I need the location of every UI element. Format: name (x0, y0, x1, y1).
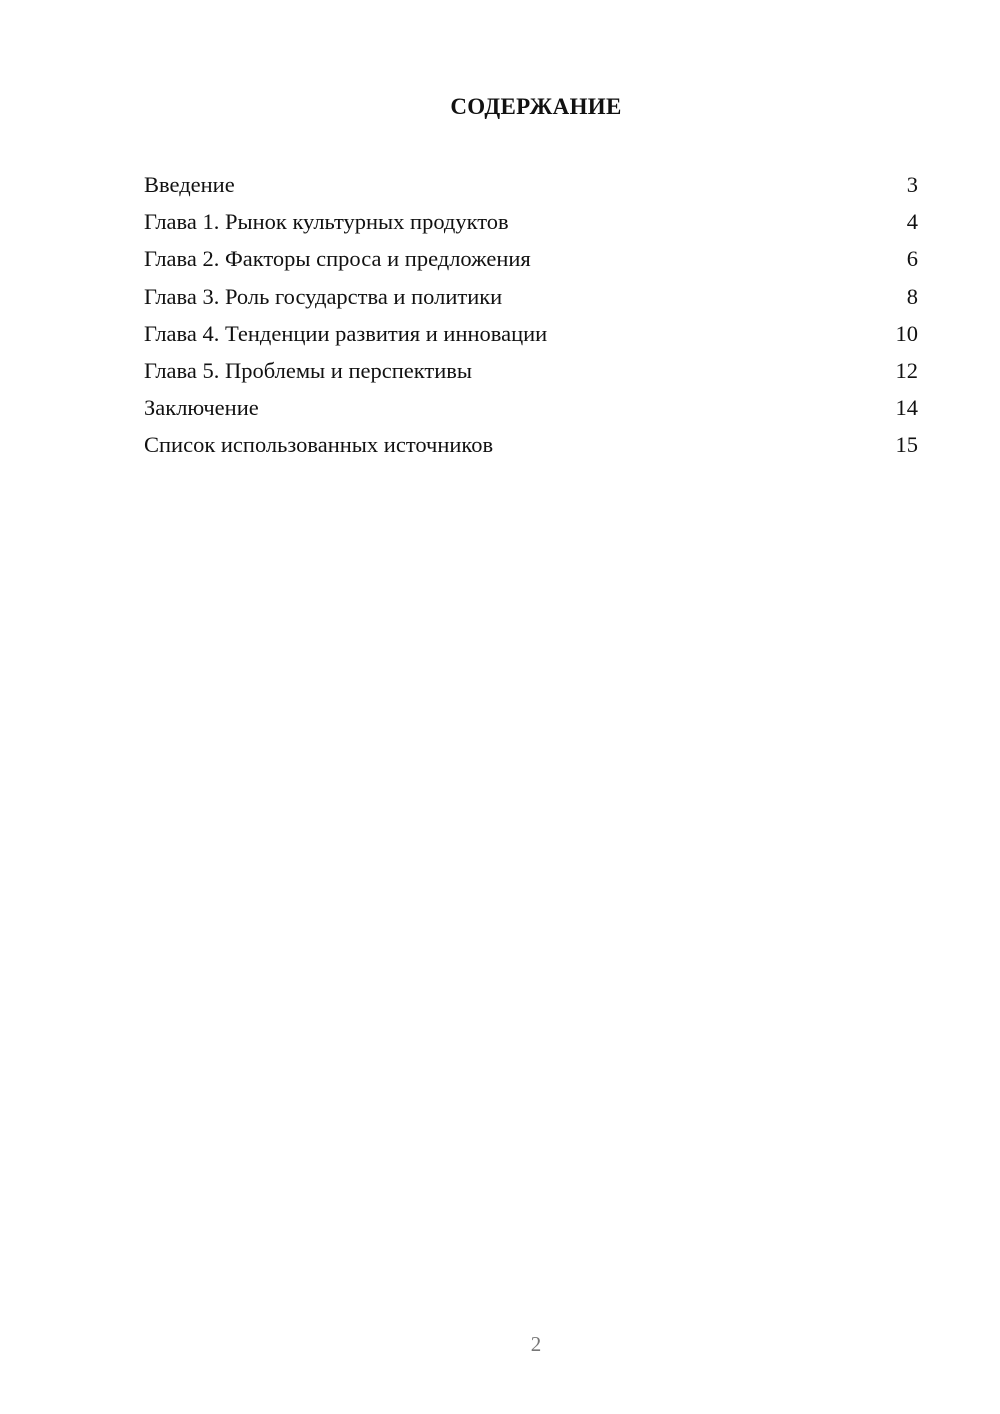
toc-entry-label: Введение (144, 172, 235, 197)
toc-entry-page: 10 (895, 320, 918, 346)
toc-entry-label: Глава 2. Факторы спроса и предложения (144, 246, 531, 272)
toc-entry-label: Глава 4. Тенденции развития и инновации (144, 320, 548, 346)
page-number: 2 (530, 1332, 542, 1356)
table-of-contents (144, 168, 918, 466)
toc-entry-page: 4 (906, 209, 918, 235)
toc-entry-label: Глава 3. Роль государства и политики (144, 283, 503, 309)
toc-entry-page: 6 (906, 246, 918, 272)
toc-entry-references (144, 428, 918, 465)
toc-entry-conclusion (144, 391, 918, 428)
toc-entry-chapter-2 (144, 242, 918, 279)
toc-entry-chapter-4 (144, 317, 918, 354)
toc-entry-page: 12 (895, 357, 918, 383)
toc-entry-page: 14 (895, 395, 918, 421)
toc-entry-page: 3 (906, 172, 918, 197)
toc-entry-chapter-1 (144, 205, 918, 242)
toc-entry-label: Заключение (144, 395, 259, 421)
toc-entry-chapter-3 (144, 280, 918, 317)
toc-entry-label: Глава 1. Рынок культурных продуктов (144, 209, 509, 235)
toc-entry-page: 15 (895, 432, 918, 458)
toc-entry-label: Глава 5. Проблемы и перспективы (144, 357, 473, 383)
toc-entry-introduction (144, 168, 918, 205)
page-title: СОДЕРЖАНИЕ (450, 94, 622, 119)
toc-entry-label: Список использованных источников (144, 432, 494, 458)
toc-entry-page: 8 (906, 283, 918, 309)
toc-entry-chapter-5 (144, 354, 918, 391)
